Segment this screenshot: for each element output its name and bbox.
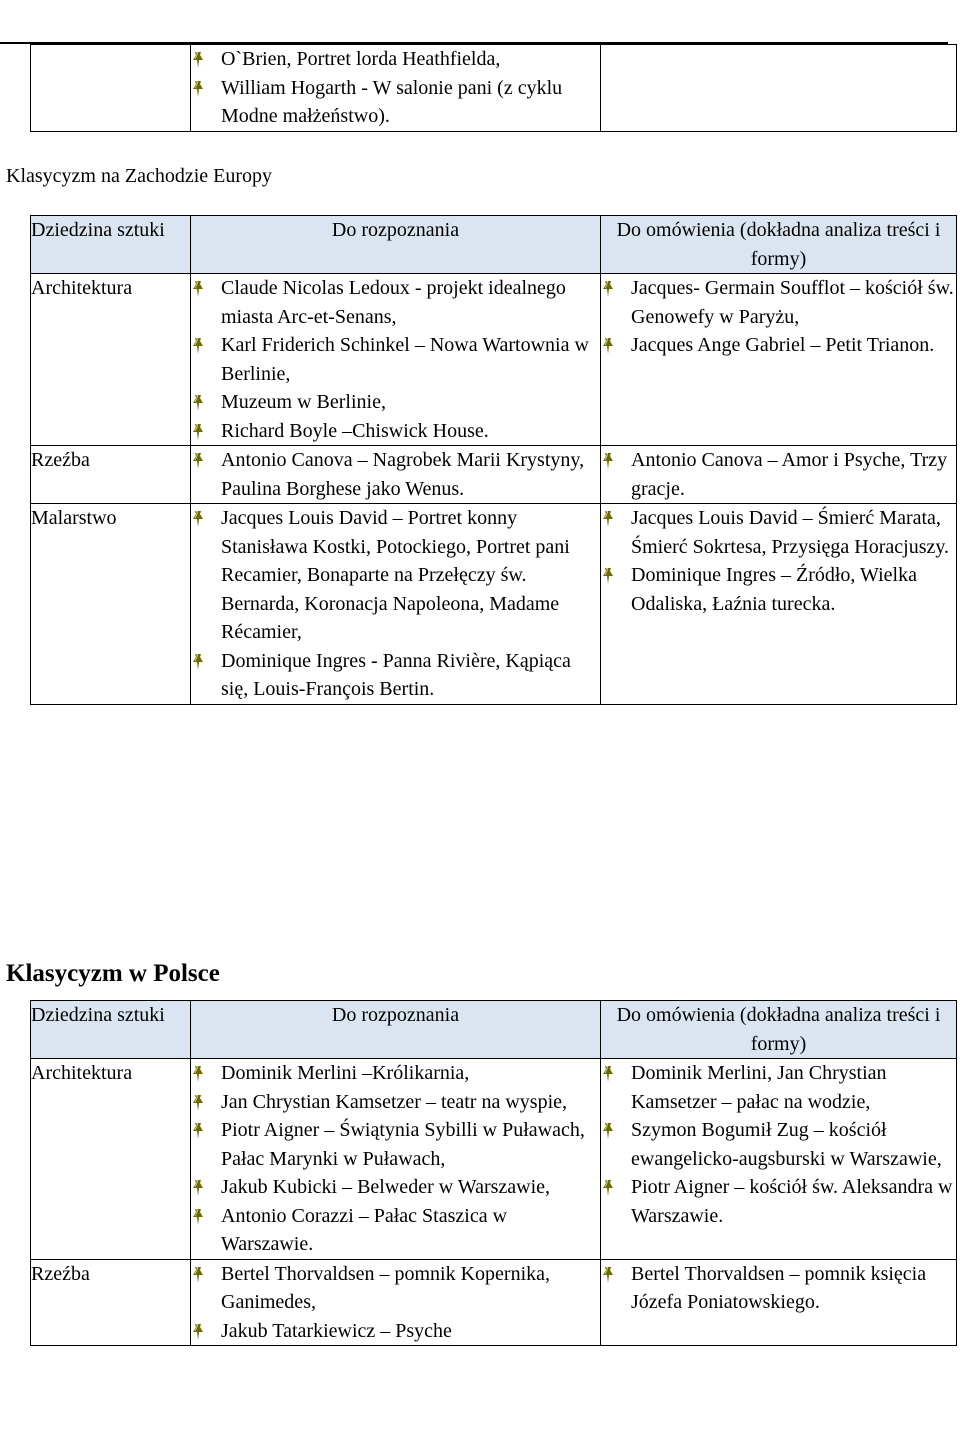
list-item [191, 417, 600, 446]
list-item-text: Dominique Ingres – Źródło, Wielka Odaliska, Łaźnia turecka. [631, 564, 917, 615]
table-western-classicism [30, 215, 957, 705]
list-item-text: Jakub Kubicki – Belweder w Warszawie, [221, 1176, 551, 1198]
bullet-list [191, 274, 600, 445]
bullet-list [601, 504, 956, 618]
row-field-label: Rzeźba [31, 446, 191, 504]
table-cell-empty [31, 45, 191, 132]
pushpin-bullet-icon [191, 1266, 205, 1284]
list-item [601, 1059, 956, 1116]
list-item-text: Richard Boyle –Chiswick House. [221, 419, 489, 442]
pushpin-bullet-icon [191, 423, 205, 441]
list-item [191, 1173, 600, 1202]
list-item-text: Antonio Canova – Nagrobek Marii Krystyny, Paulina Borghese jako Wenus. [221, 449, 585, 500]
list-item-text: Muzeum w Berlinie, [221, 391, 386, 413]
list-item-text: Jacques- Germain Soufflot – kościół św. Genowefy w Paryżu, [631, 277, 954, 328]
list-item [191, 1088, 600, 1117]
header-field: Dziedzina sztuki [31, 1001, 191, 1059]
pushpin-bullet-icon [601, 1122, 615, 1140]
table-row [31, 446, 957, 504]
list-item [601, 331, 956, 360]
header-discuss: Do omówienia (dokładna analiza treści i formy) [601, 216, 957, 274]
pushpin-bullet-icon [191, 452, 205, 470]
header-recognize: Do rozpoznania [191, 216, 601, 274]
list-item-text: Piotr Aigner – Świątynia Sybilli w Puławach, Pałac Marynki w Puławach, [221, 1119, 585, 1170]
discuss-cell [601, 274, 957, 446]
section-title: Klasycyzm na Zachodzie Europy [6, 165, 273, 187]
bullet-list [601, 1059, 956, 1230]
header-field: Dziedzina sztuki [31, 216, 191, 274]
list-item [191, 388, 600, 417]
list-item [191, 504, 600, 647]
list-item-text: Jacques Louis David – Śmierć Marata, Śmierć Sokrtesa, Przysięga Horacjuszy. [631, 507, 950, 558]
list-item-text: Bertel Thorvaldsen – pomnik Kopernika, Ganimedes, [221, 1262, 551, 1313]
list-item [601, 561, 956, 618]
pushpin-bullet-icon [191, 1179, 205, 1197]
pushpin-bullet-icon [191, 1094, 205, 1112]
bullet-list [191, 504, 600, 704]
list-item-text: Dominik Merlini –Królikarnia, [221, 1062, 470, 1084]
bullet-list [191, 45, 600, 131]
pushpin-bullet-icon [191, 394, 205, 412]
bullet-list [601, 446, 956, 503]
list-item-text: Jan Chrystian Kamsetzer – teatr na wyspie, [221, 1090, 568, 1113]
pushpin-bullet-icon [191, 80, 205, 98]
list-item-text: William Hogarth - W salonie pani (z cyklu Modne małżeństwo). [221, 76, 563, 127]
pushpin-bullet-icon [601, 1065, 615, 1083]
list-item [191, 647, 600, 704]
list-item [191, 1260, 600, 1317]
list-item [191, 45, 600, 74]
list-item-text: Dominique Ingres - Panna Rivière, Kąpiąca się, Louis-François Bertin. [221, 649, 571, 700]
pushpin-bullet-icon [601, 1179, 615, 1197]
recognize-cell [191, 446, 601, 504]
list-item-text: O`Brien, Portret lorda Heathfielda, [221, 48, 501, 70]
recognize-cell [191, 1059, 601, 1260]
row-field-label: Rzeźba [31, 1259, 191, 1346]
list-item [191, 274, 600, 331]
discuss-cell [601, 1259, 957, 1346]
table-polish-classicism [30, 1000, 957, 1346]
list-item-text: Karl Friderich Schinkel – Nowa Wartownia w Berlinie, [221, 334, 589, 385]
list-item-text: Jacques Louis David – Portret konny Stanisława Kostki, Potockiego, Portret pani Recamier, Bonaparte na Przełęczy św. Bernarda, Koronacja Napoleona, Madame Récamier, [221, 507, 570, 643]
pushpin-bullet-icon [191, 1208, 205, 1226]
pushpin-bullet-icon [191, 510, 205, 528]
list-item-text: Antonio Canova – Amor i Psyche, Trzy gracje. [631, 449, 948, 500]
pushpin-bullet-icon [601, 510, 615, 528]
list-item [191, 1059, 600, 1088]
list-item-text: Jakub Tatarkiewicz – Psyche [221, 1319, 452, 1342]
list-item-text: Piotr Aigner – kościół św. Aleksandra w Warszawie. [631, 1176, 953, 1227]
row-field-label: Architektura [31, 274, 191, 446]
pushpin-bullet-icon [191, 1065, 205, 1083]
table-header-row [31, 216, 957, 274]
bullet-list [191, 1059, 600, 1259]
bullet-list [191, 446, 600, 503]
list-item [601, 1260, 956, 1317]
pushpin-bullet-icon [191, 1122, 205, 1140]
header-recognize: Do rozpoznania [191, 1001, 601, 1059]
row-field-label: Architektura [31, 1059, 191, 1260]
list-item [601, 1116, 956, 1173]
list-item [601, 274, 956, 331]
table-row [31, 1259, 957, 1346]
table-row [31, 504, 957, 705]
list-item [191, 331, 600, 388]
table-cell-empty [601, 45, 957, 132]
bullet-list [601, 1260, 956, 1317]
table-row [31, 45, 957, 132]
discuss-cell [601, 1059, 957, 1260]
recognize-cell [191, 274, 601, 446]
recognize-cell [191, 1259, 601, 1346]
list-item-text: Szymon Bogumił Zug – kościół ewangelicko-augsburski w Warszawie, [631, 1119, 942, 1170]
pushpin-bullet-icon [601, 1266, 615, 1284]
bullet-list [191, 1260, 600, 1346]
pushpin-bullet-icon [191, 280, 205, 298]
continuation-table [30, 44, 957, 132]
list-item [191, 74, 600, 131]
pushpin-bullet-icon [601, 452, 615, 470]
pushpin-bullet-icon [191, 51, 205, 69]
table-row [31, 1059, 957, 1260]
pushpin-bullet-icon [601, 280, 615, 298]
pushpin-bullet-icon [191, 653, 205, 671]
list-item [191, 446, 600, 503]
table-row [31, 274, 957, 446]
list-item-text: Claude Nicolas Ledoux - projekt idealnego miasta Arc-et-Senans, [221, 277, 566, 328]
list-item [601, 504, 956, 561]
list-item-text: Jacques Ange Gabriel – Petit Trianon. [631, 334, 935, 356]
pushpin-bullet-icon [191, 337, 205, 355]
list-item [191, 1317, 600, 1346]
list-item-text: Antonio Corazzi – Pałac Staszica w Warszawie. [221, 1204, 508, 1255]
pushpin-bullet-icon [601, 337, 615, 355]
list-item-text: Bertel Thorvaldsen – pomnik księcia Józefa Poniatowskiego. [631, 1262, 927, 1313]
table-header-row [31, 1001, 957, 1059]
discuss-cell [601, 446, 957, 504]
discuss-cell [601, 504, 957, 705]
pushpin-bullet-icon [601, 567, 615, 585]
recognize-cell [191, 504, 601, 705]
row-field-label: Malarstwo [31, 504, 191, 705]
list-item [191, 1202, 600, 1259]
section-title: Klasycyzm w Polsce [6, 960, 220, 987]
list-item [191, 1116, 600, 1173]
header-discuss: Do omówienia (dokładna analiza treści i formy) [601, 1001, 957, 1059]
list-item [601, 1173, 956, 1230]
pushpin-bullet-icon [191, 1323, 205, 1341]
list-item [601, 446, 956, 503]
bullet-list [601, 274, 956, 360]
list-item-text: Dominik Merlini, Jan Chrystian Kamsetzer – pałac na wodzie, [631, 1062, 887, 1113]
continuation-recognize-cell [191, 45, 601, 132]
